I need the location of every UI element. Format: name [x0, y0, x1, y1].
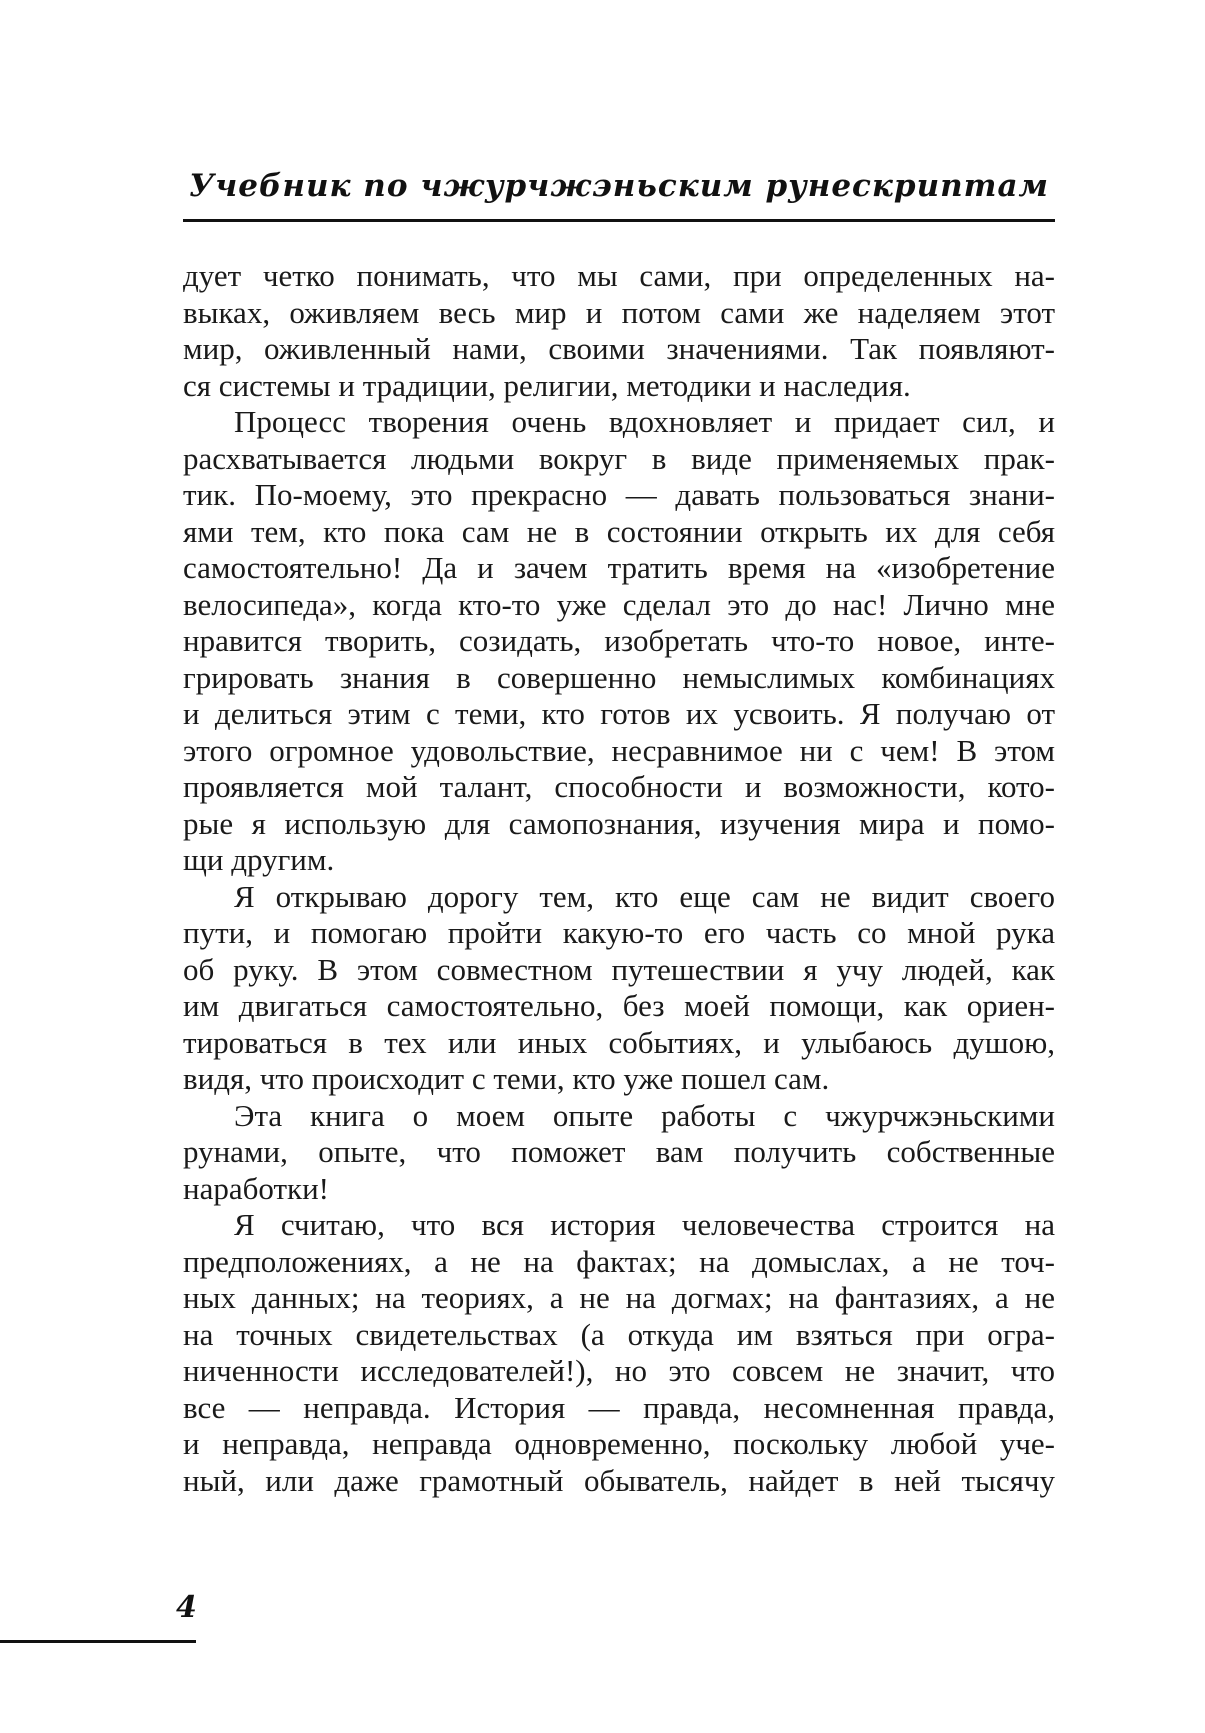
text-line: ся системы и традиции, религии, методики и наследия.	[183, 367, 911, 403]
paragraph-first-line: Эта книга о моем опыте работы с чжурчжэньскими	[234, 1097, 1055, 1133]
text-line: ями тем, кто пока сам не в состоянии открыть их для себя	[183, 513, 1055, 549]
running-header-title: Учебник по чжурчжэньским рунескриптам	[188, 168, 1050, 204]
paragraph-first-line: Я считаю, что вся история человечества строится на	[234, 1207, 1055, 1242]
text-line: и неправда, неправда одновременно, поскольку любой уче-	[183, 1426, 1055, 1461]
text-line: проявляется мой талант, способности и возможности, кото-	[183, 769, 1055, 804]
text-line: этого огромное удовольствие, несравнимое ни с чем! В этом	[183, 732, 1055, 768]
text-line: щи другим.	[183, 842, 335, 877]
text-line: дует четко понимать, что мы сами, при определенных на-	[183, 258, 1055, 293]
text-line: наработки!	[183, 1170, 329, 1206]
body-text	[183, 258, 1055, 1499]
text-line: все — неправда. История — правда, несомненная правда,	[183, 1389, 1055, 1425]
text-line: об руку. В этом совместном путешествии я учу людей, как	[183, 951, 1055, 987]
text-line: ный, или даже грамотный обыватель, найдет в ней тысячу	[183, 1462, 1055, 1498]
text-line: тироваться в тех или иных событиях, и улыбаюсь душою,	[183, 1024, 1055, 1060]
text-line: выках, оживляем весь мир и потом сами же наделяем этот	[183, 294, 1055, 330]
footer-rule	[0, 1640, 196, 1643]
text-line: рые я использую для самопознания, изучения мира и помо-	[183, 805, 1055, 841]
text-line: видя, что происходит с теми, кто уже пошел сам.	[183, 1061, 830, 1096]
text-line: ных данных; на теориях, а не на догмах; на фантазиях, а не	[183, 1280, 1055, 1315]
paragraph-first-line: Процесс творения очень вдохновляет и придает сил, и	[234, 404, 1055, 439]
page-number: 4	[176, 1590, 197, 1625]
paragraph-first-line: Я открываю дорогу тем, кто еще сам не видит своего	[234, 878, 1055, 914]
text-line: им двигаться самостоятельно, без моей помощи, как ориен-	[183, 988, 1055, 1023]
text-line: тик. По-моему, это прекрасно — давать пользоваться знани-	[183, 477, 1055, 512]
text-line: мир, оживленный нами, своими значениями. Так появляют-	[183, 331, 1055, 366]
text-line: самостоятельно! Да и зачем тратить время на «изобретение	[183, 550, 1055, 585]
text-line: предположениях, а не на фактах; на домыслах, а не точ-	[183, 1243, 1055, 1279]
text-line: ниченности исследователей!), но это совсем не значит, что	[183, 1353, 1055, 1388]
text-line: и делиться этим с теми, кто готов их усвоить. Я получаю от	[183, 696, 1055, 731]
text-line: пути, и помогаю пройти какую-то его часть со мной рука	[183, 915, 1055, 950]
text-line: нравится творить, созидать, изобретать что-то новое, инте-	[183, 623, 1055, 658]
text-line: на точных свидетельствах (а откуда им взяться при огра-	[183, 1316, 1055, 1352]
header-rule	[183, 219, 1055, 222]
text-line: велосипеда», когда кто-то уже сделал это до нас! Лично мне	[183, 586, 1055, 622]
text-line: расхватывается людьми вокруг в виде применяемых прак-	[183, 440, 1055, 476]
text-line: грировать знания в совершенно немыслимых комбинациях	[183, 659, 1055, 695]
text-line: рунами, опыте, что поможет вам получить собственные	[183, 1134, 1055, 1169]
